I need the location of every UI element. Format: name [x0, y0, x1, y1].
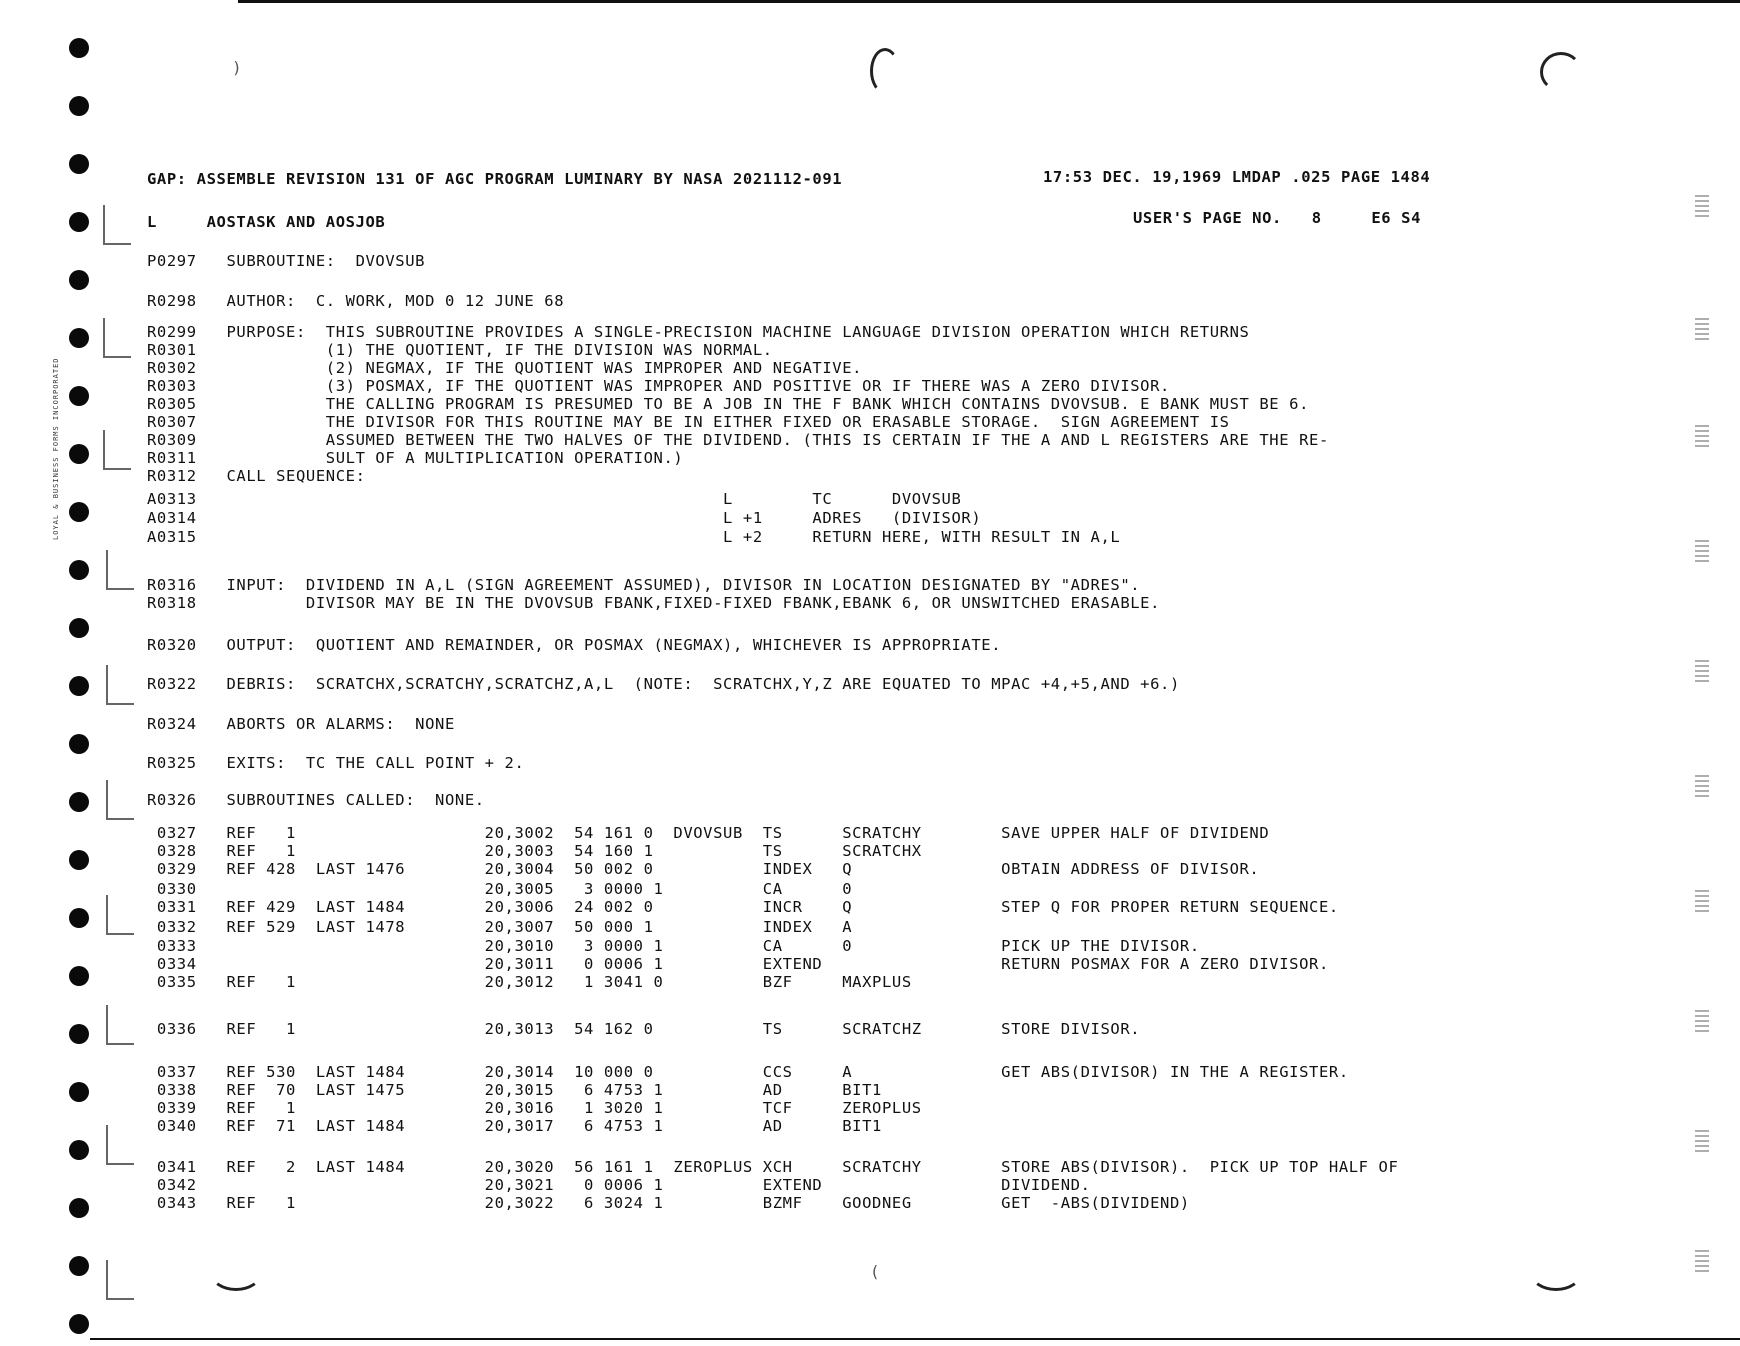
scan-artifact [103, 430, 131, 470]
header-log-section: L AOSTASK AND AOSJOB [147, 213, 386, 231]
tractor-hole [69, 154, 89, 174]
header-assembly-line: GAP: ASSEMBLE REVISION 131 OF AGC PROGRAM LUMINARY BY NASA 2021112-091 [147, 170, 843, 188]
scan-artifact: ) [232, 58, 242, 77]
listing-line: 0339 REF 1 20,3016 1 3020 1 TCF ZEROPLUS [147, 1099, 922, 1117]
tractor-hole [69, 1140, 89, 1160]
scan-artifact [106, 1125, 134, 1165]
preamble-line: R0302 (2) NEGMAX, IF THE QUOTIENT WAS IMPROPER AND NEGATIVE. [147, 359, 863, 377]
tractor-hole [69, 618, 89, 638]
scan-arc [210, 1255, 262, 1291]
scan-artifact [106, 665, 134, 705]
scan-artifact [106, 1260, 134, 1300]
preamble-line: R0318 DIVISOR MAY BE IN THE DVOVSUB FBANK,FIXED-FIXED FBANK,EBANK 6, OR UNSWITCHED ERASABLE. [147, 594, 1161, 612]
scan-arc [870, 48, 900, 94]
preamble-line: P0297 SUBROUTINE: DVOVSUB [147, 252, 426, 270]
tractor-hole [69, 966, 89, 986]
preamble-line: R0299 PURPOSE: THIS SUBROUTINE PROVIDES A SINGLE-PRECISION MACHINE LANGUAGE DIVISION OPERATION WHICH RETURNS [147, 323, 1250, 341]
tractor-hole [69, 328, 89, 348]
scan-artifact [1695, 660, 1709, 682]
scan-artifact [106, 895, 134, 935]
listing-line: 0337 REF 530 LAST 1484 20,3014 10 000 0 CCS A GET ABS(DIVISOR) IN THE A REGISTER. [147, 1063, 1349, 1081]
tractor-hole [69, 212, 89, 232]
listing-line: 0338 REF 70 LAST 1475 20,3015 6 4753 1 AD BIT1 [147, 1081, 882, 1099]
scan-artifact [103, 318, 131, 358]
scan-artifact [106, 550, 134, 590]
scan-artifact [103, 205, 131, 245]
scan-artifact [1695, 540, 1709, 562]
preamble-line: R0312 CALL SEQUENCE: [147, 467, 366, 485]
scan-artifact [1695, 1250, 1709, 1272]
listing-line: 0340 REF 71 LAST 1484 20,3017 6 4753 1 AD BIT1 [147, 1117, 882, 1135]
preamble-line: R0305 THE CALLING PROGRAM IS PRESUMED TO BE A JOB IN THE F BANK WHICH CONTAINS DVOVSUB. E BANK MUST BE 6. [147, 395, 1310, 413]
scan-artifact [1695, 195, 1709, 217]
tractor-hole [69, 560, 89, 580]
listing-line: 0327 REF 1 20,3002 54 161 0 DVOVSUB TS SCRATCHY SAVE UPPER HALF OF DIVIDEND [147, 824, 1270, 842]
preamble-line: A0315 L +2 RETURN HERE, WITH RESULT IN A,L [147, 528, 1121, 546]
listing-line: 0341 REF 2 LAST 1484 20,3020 56 161 1 ZEROPLUS XCH SCRATCHY STORE ABS(DIVISOR). PICK UP TOP HALF OF [147, 1158, 1399, 1176]
tractor-hole [69, 38, 89, 58]
preamble-line: R0320 OUTPUT: QUOTIENT AND REMAINDER, OR POSMAX (NEGMAX), WHICHEVER IS APPROPRIATE. [147, 636, 1002, 654]
preamble-line: R0311 SULT OF A MULTIPLICATION OPERATION.) [147, 449, 684, 467]
scan-artifact [1695, 318, 1709, 340]
listing-line: 0333 20,3010 3 0000 1 CA 0 PICK UP THE DIVISOR. [147, 937, 1200, 955]
listing-line: 0332 REF 529 LAST 1478 20,3007 50 000 1 INDEX A [147, 918, 853, 936]
tractor-hole [69, 1198, 89, 1218]
tractor-hole [69, 96, 89, 116]
scan-artifact: ( [870, 1262, 880, 1281]
listing-line: 0329 REF 428 LAST 1476 20,3004 50 002 0 INDEX Q OBTAIN ADDRESS OF DIVISOR. [147, 860, 1260, 878]
preamble-line: A0314 L +1 ADRES (DIVISOR) [147, 509, 982, 527]
tractor-hole [69, 1314, 89, 1334]
tractor-hole [69, 270, 89, 290]
preamble-line: R0316 INPUT: DIVIDEND IN A,L (SIGN AGREEMENT ASSUMED), DIVISOR IN LOCATION DESIGNATED BY "ADRES". [147, 576, 1141, 594]
preamble-line: R0324 ABORTS OR ALARMS: NONE [147, 715, 455, 733]
scan-artifact [1695, 1130, 1709, 1152]
preamble-line: R0325 EXITS: TC THE CALL POINT + 2. [147, 754, 525, 772]
scan-artifact [1695, 775, 1709, 797]
listing-line: 0343 REF 1 20,3022 6 3024 1 BZMF GOODNEG GET -ABS(DIVIDEND) [147, 1194, 1190, 1212]
scan-artifact [1695, 890, 1709, 912]
tractor-hole [69, 792, 89, 812]
listing-line: 0334 20,3011 0 0006 1 EXTEND RETURN POSMAX FOR A ZERO DIVISOR. [147, 955, 1329, 973]
top-rule [238, 0, 1740, 3]
listing-line: 0328 REF 1 20,3003 54 160 1 TS SCRATCHX [147, 842, 922, 860]
scan-artifact [106, 780, 134, 820]
header-user-page: USER'S PAGE NO. 8 E6 S4 [1133, 209, 1422, 227]
scan-arc [1540, 52, 1582, 92]
listing-line: 0330 20,3005 3 0000 1 CA 0 [147, 880, 853, 898]
scan-arc [1530, 1255, 1582, 1291]
listing-line: 0335 REF 1 20,3012 1 3041 0 BZF MAXPLUS [147, 973, 912, 991]
margin-vendor-text: LOYAL & BUSINESS FORMS INCORPORATED [52, 357, 60, 540]
tractor-hole [69, 908, 89, 928]
tractor-hole [69, 1082, 89, 1102]
bottom-rule [90, 1338, 1740, 1340]
preamble-line: R0303 (3) POSMAX, IF THE QUOTIENT WAS IMPROPER AND POSITIVE OR IF THERE WAS A ZERO DIVISOR. [147, 377, 1170, 395]
preamble-line: R0326 SUBROUTINES CALLED: NONE. [147, 791, 485, 809]
preamble-line: R0322 DEBRIS: SCRATCHX,SCRATCHY,SCRATCHZ,A,L (NOTE: SCRATCHX,Y,Z ARE EQUATED TO MPAC +4,+5,AND +6.) [147, 675, 1180, 693]
listing-line: 0342 20,3021 0 0006 1 EXTEND DIVIDEND. [147, 1176, 1091, 1194]
tractor-hole [69, 734, 89, 754]
scan-artifact [106, 1005, 134, 1045]
preamble-line: R0301 (1) THE QUOTIENT, IF THE DIVISION WAS NORMAL. [147, 341, 773, 359]
listing-line: 0336 REF 1 20,3013 54 162 0 TS SCRATCHZ STORE DIVISOR. [147, 1020, 1141, 1038]
scan-artifact [1695, 425, 1709, 447]
tractor-hole [69, 1024, 89, 1044]
tractor-hole [69, 386, 89, 406]
tractor-hole [69, 1256, 89, 1276]
header-date-page: 17:53 DEC. 19,1969 LMDAP .025 PAGE 1484 [1043, 168, 1431, 186]
scan-artifact [1695, 1010, 1709, 1032]
tractor-hole [69, 444, 89, 464]
preamble-line: R0309 ASSUMED BETWEEN THE TWO HALVES OF THE DIVIDEND. (THIS IS CERTAIN IF THE A AND L REGISTERS ARE THE RE- [147, 431, 1329, 449]
preamble-line: R0307 THE DIVISOR FOR THIS ROUTINE MAY BE IN EITHER FIXED OR ERASABLE STORAGE. SIGN AGREEMENT IS [147, 413, 1230, 431]
preamble-line: A0313 L TC DVOVSUB [147, 490, 962, 508]
preamble-line: R0298 AUTHOR: C. WORK, MOD 0 12 JUNE 68 [147, 292, 565, 310]
tractor-hole [69, 676, 89, 696]
tractor-hole [69, 850, 89, 870]
listing-line: 0331 REF 429 LAST 1484 20,3006 24 002 0 INCR Q STEP Q FOR PROPER RETURN SEQUENCE. [147, 898, 1339, 916]
tractor-hole [69, 502, 89, 522]
